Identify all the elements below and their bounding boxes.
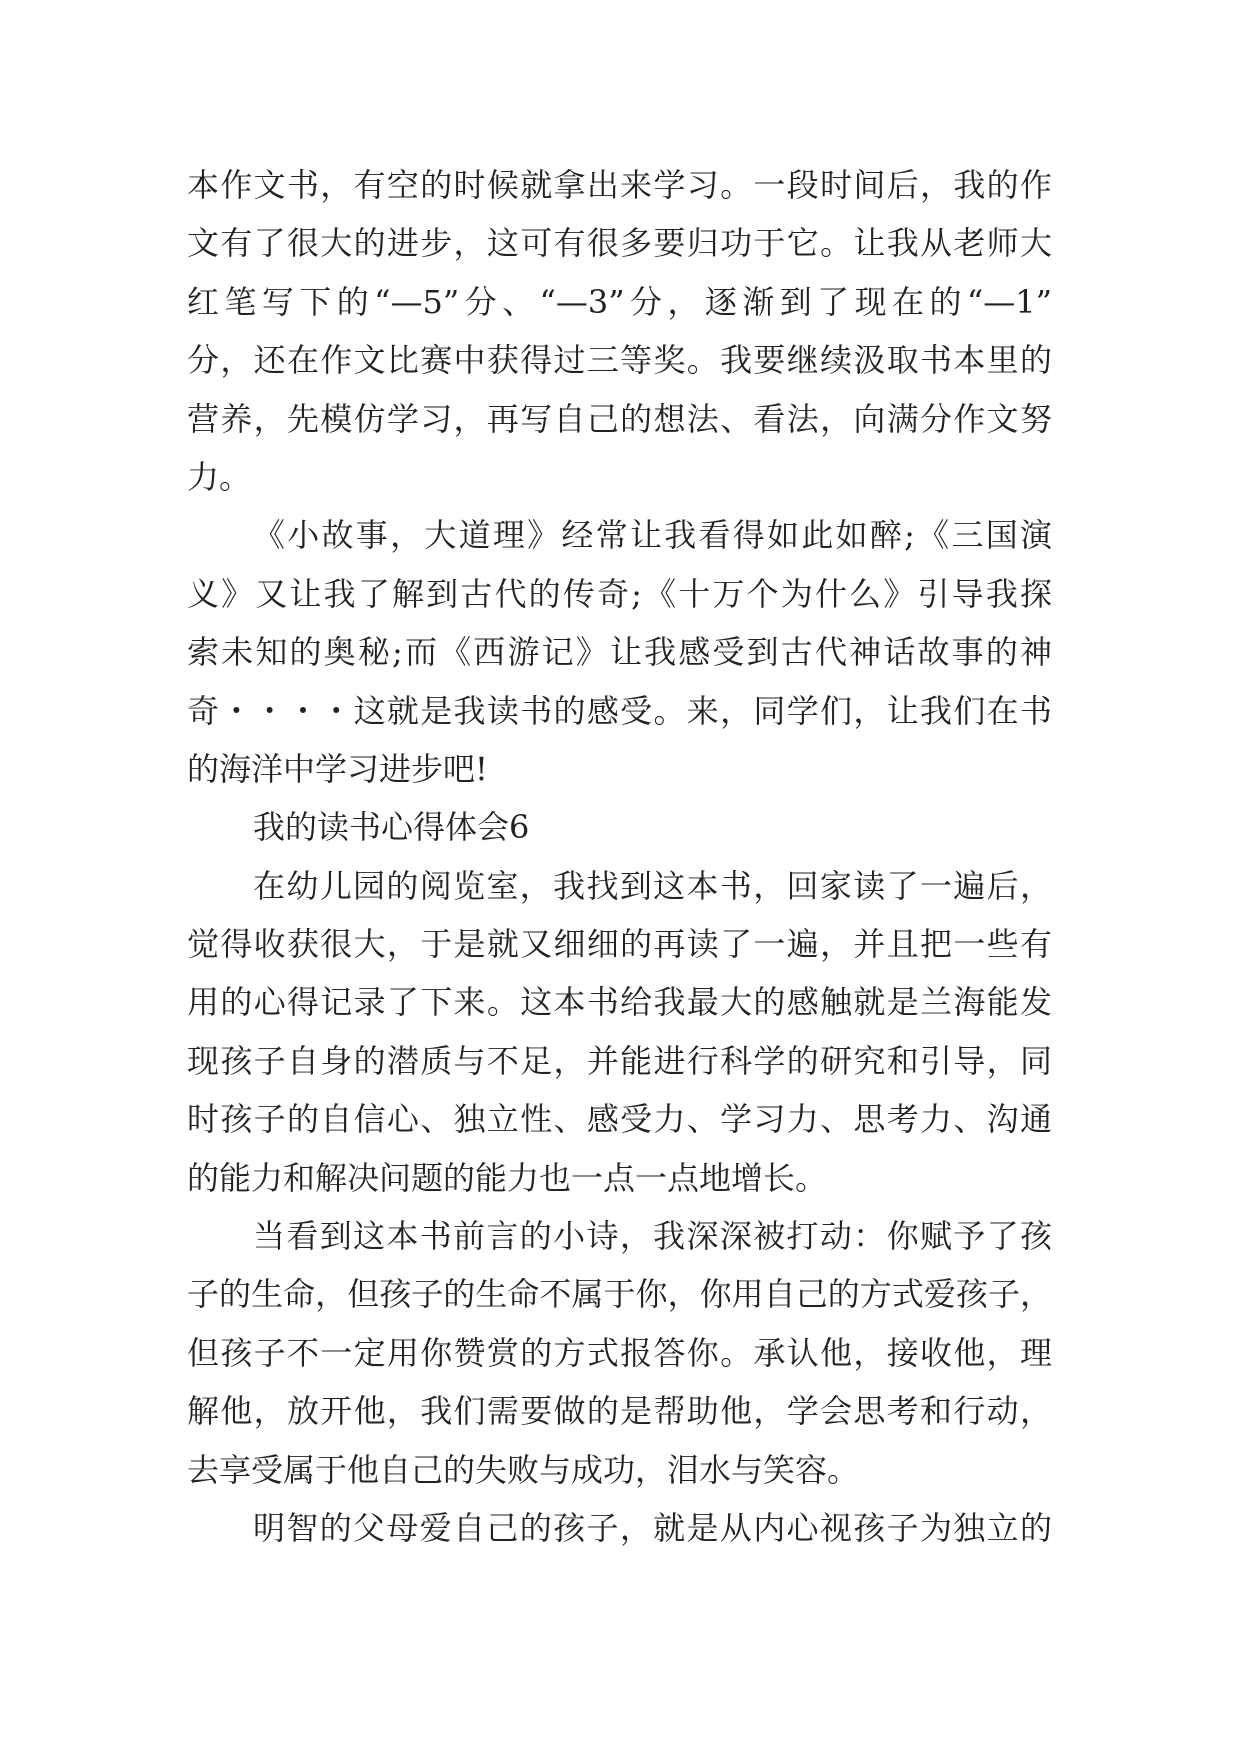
text-line: 明智的父母爱自己的孩子，就是从内心视孩子为独立的 [253, 1508, 1052, 1547]
document-body [187, 156, 1052, 1557]
text-line: 觉得收获很大，于是就又细细的再读了一遍，并且把一些有 [187, 925, 1052, 964]
text-line: 的海洋中学习进步吧! [187, 749, 488, 788]
text-line: 子的生命，但孩子的生命不属于你，你用自己的方式爱孩子， [187, 1275, 1052, 1314]
text-line: 力。 [187, 457, 252, 496]
text-line: 奇・・・・这就是我读书的感受。来，同学们，让我们在书 [187, 691, 1052, 730]
text-line: 当看到这本书前言的小诗，我深深被打动：你赋予了孩 [253, 1217, 1052, 1256]
text-line: 现孩子自身的潜质与不足，并能进行科学的研究和引导，同 [187, 1041, 1052, 1080]
text-line: 义》又让我了解到古代的传奇;《十万个为什么》引导我探 [187, 574, 1052, 613]
text-line: 用的心得记录了下来。这本书给我最大的感触就是兰海能发 [187, 983, 1052, 1022]
paragraph [187, 156, 1052, 506]
paragraph [187, 506, 1052, 798]
text-line: 时孩子的自信心、独立性、感受力、学习力、思考力、沟通 [187, 1100, 1052, 1139]
text-line: 但孩子不一定用你赞赏的方式报答你。承认他，接收他，理 [187, 1333, 1052, 1372]
text-line: 文有了很大的进步，这可有很多要归功于它。让我从老师大 [187, 224, 1052, 263]
text-line: 营养，先模仿学习，再写自己的想法、看法，向满分作文努 [187, 399, 1052, 438]
text-line: 《小故事，大道理》经常让我看得如此如醉;《三国演 [253, 516, 1052, 555]
paragraph [187, 857, 1052, 1207]
text-line: 的能力和解决问题的能力也一点一点地增长。 [187, 1158, 828, 1197]
text-line: 红笔写下的“—5”分、“—3”分，逐渐到了现在的“—1” [187, 282, 1052, 321]
text-line: 本作文书，有空的时候就拿出来学习。一段时间后，我的作 [187, 166, 1052, 204]
text-line: 解他，放开他，我们需要做的是帮助他，学会思考和行动， [187, 1392, 1052, 1431]
heading-text: 我的读书心得体会6 [253, 808, 530, 847]
paragraph [187, 1499, 1052, 1557]
text-line: 去享受属于他自己的失败与成功，泪水与笑容。 [187, 1450, 860, 1489]
paragraph [187, 1207, 1052, 1499]
text-line: 分，还在作文比赛中获得过三等奖。我要继续汲取书本里的 [187, 341, 1052, 380]
text-line: 在幼儿园的阅览室，我找到这本书，回家读了一遍后， [253, 866, 1052, 905]
section-heading [187, 798, 1052, 856]
text-line: 索未知的奥秘;而《西游记》让我感受到古代神话故事的神 [187, 633, 1052, 672]
